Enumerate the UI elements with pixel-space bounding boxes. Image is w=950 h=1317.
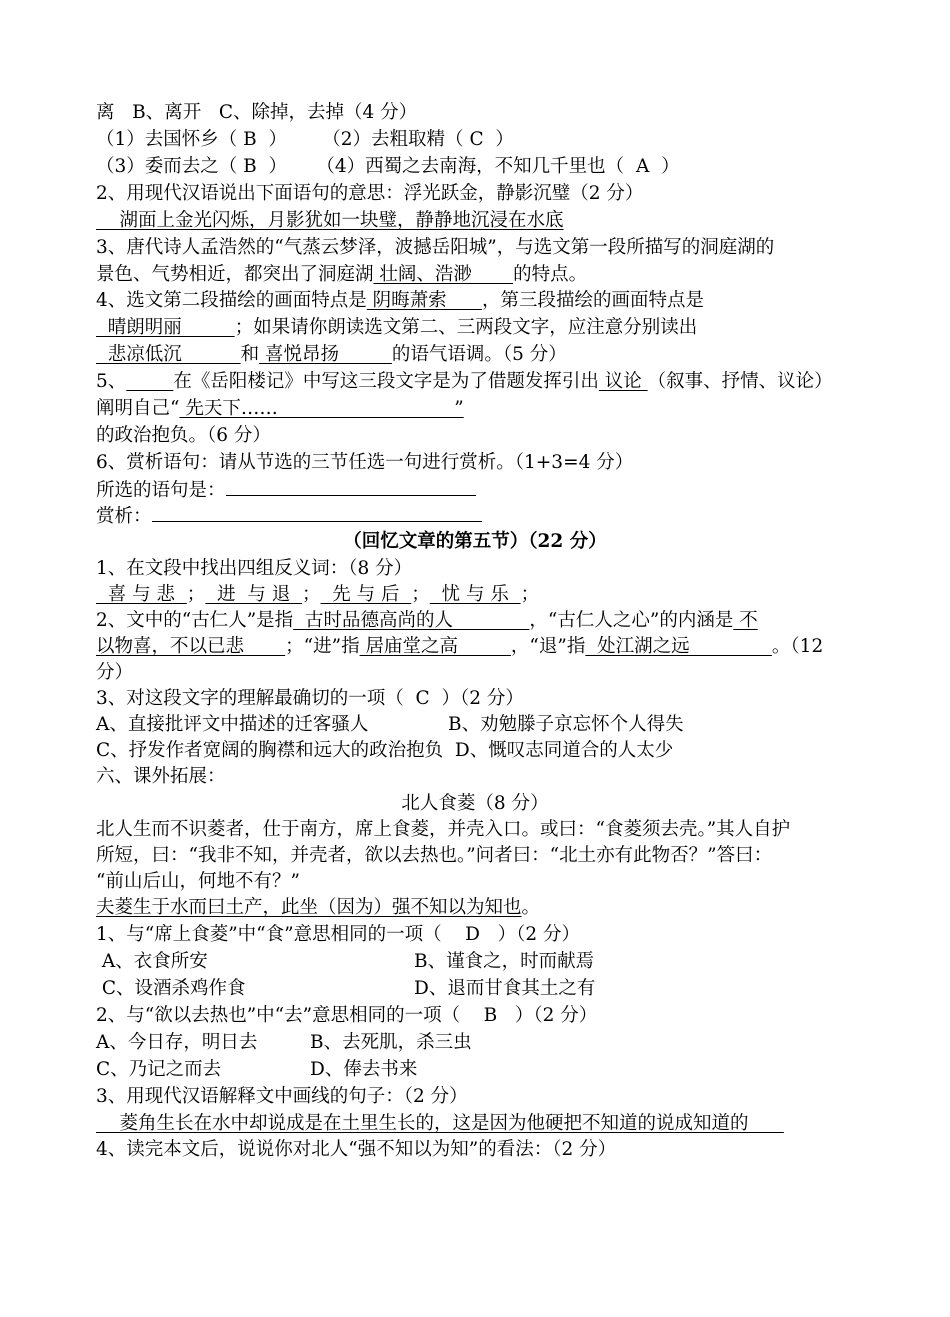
answer-line xyxy=(152,503,482,522)
text: 的语气语调。（5 分） xyxy=(391,344,567,365)
text: 。（12 xyxy=(771,636,824,657)
text: 2、文中的“古仁人”是指 xyxy=(96,610,294,631)
text-line: （3）委而去之（ B ） （4）西蜀之去南海，不知几千里也（ A ） xyxy=(96,156,680,177)
section-heading: （回忆文章的第五节）（22 分） xyxy=(343,531,607,552)
option-c: C、乃记之而去 xyxy=(96,1059,222,1080)
text-line xyxy=(96,634,823,660)
text-line: 分） xyxy=(96,662,134,683)
passage-line: “前山后山，何地不有？” xyxy=(96,871,300,892)
text: ，“退”指 xyxy=(510,636,586,657)
text: 。 xyxy=(521,897,541,918)
text: 所选的语句是： xyxy=(96,480,226,501)
text: ； xyxy=(301,584,321,605)
answer-blank: 不 xyxy=(733,610,758,631)
option-b: B、去死肌，杀三虫 xyxy=(310,1032,472,1053)
option-c: C、设酒杀鸡作食 xyxy=(96,978,246,999)
text: 景色、气势相近，都突出了洞庭湖 xyxy=(96,264,374,285)
text: ；“进”指 xyxy=(285,636,360,657)
option-line xyxy=(96,1057,418,1083)
answer-blank: 古时品德高尚的人 xyxy=(293,610,530,631)
question-2 xyxy=(96,608,758,634)
passage-line xyxy=(96,895,540,921)
antonym-answers xyxy=(96,582,539,608)
answer-blank: 以物喜，不以已悲 xyxy=(96,636,286,657)
answer-blank: 居庙堂之高 xyxy=(359,636,511,657)
text-line xyxy=(96,315,697,341)
answer-blank: 忧 与 乐 xyxy=(429,584,521,605)
question-4: 4、读完本文后，说说你对北人“强不知以为知”的看法：（2 分） xyxy=(96,1139,617,1160)
passage-line: 所短，曰：“我非不知，并壳者，欲以去热也。”问者曰：“北土亦有此物否？”答曰： xyxy=(96,845,773,866)
answer-blank: 进 与 退 xyxy=(205,584,302,605)
option-line xyxy=(96,1030,472,1056)
text: ； xyxy=(411,584,430,605)
text-line xyxy=(96,477,476,503)
option-b: B、劝勉滕子京忘怀个人得失 xyxy=(448,714,684,735)
option-a: A、衣食所安 xyxy=(96,951,208,972)
underlined-sentence: 夫菱生于水而曰土产，此坐（因为）强不知以为知也 xyxy=(96,897,522,918)
answer-blank: 先天下…… ” xyxy=(179,398,464,419)
passage-title: 北人食菱（8 分） xyxy=(401,793,549,814)
answer-line xyxy=(226,477,476,496)
text: 和 xyxy=(240,344,260,365)
question-1: 1、在文段中找出四组反义词：（8 分） xyxy=(96,558,413,579)
option-line xyxy=(96,976,596,1002)
option-d: D、俸去书来 xyxy=(310,1059,418,1080)
text: 赏析： xyxy=(96,506,152,527)
answer-blank: 先 与 后 xyxy=(320,584,412,605)
text: ，第三段描绘的画面特点是 xyxy=(481,290,704,311)
question-3: 3、对这段文字的理解最确切的一项（ C ）（2 分） xyxy=(96,688,524,709)
answer-blank: 处江湖之远 xyxy=(585,636,772,657)
option-line: C、抒发作者宽阔的胸襟和远大的政治抱负 D、慨叹志同道合的人太少 xyxy=(96,740,674,761)
question-5 xyxy=(96,369,833,395)
answer-2: 湖面上金光闪烁，月影犹如一块璧，静静地沉浸在水底 xyxy=(96,210,564,231)
question-6: 6、赏析语句：请从节选的三节任选一句进行赏析。（1+3=4 分） xyxy=(96,452,634,473)
question-4 xyxy=(96,288,704,314)
text: ； xyxy=(520,584,540,605)
option-line xyxy=(96,949,595,975)
option-line xyxy=(96,712,684,738)
text: 5、 xyxy=(96,371,127,392)
text-line xyxy=(96,342,567,368)
question-3: 3、用现代汉语解释文中画线的句子：（2 分） xyxy=(96,1086,468,1107)
question-3: 3、唐代诗人孟浩然的“气蒸云梦泽，波撼岳阳城”，与选文第一段所描写的洞庭湖的 xyxy=(96,237,775,258)
text-line xyxy=(96,396,464,422)
text: ，“古仁人之心”的内涵是 xyxy=(529,610,734,631)
option-d: D、退而甘食其土之有 xyxy=(414,978,596,999)
section-heading: 六、课外拓展： xyxy=(96,766,226,787)
text: ； xyxy=(186,584,206,605)
option-b: B、谨食之，时而献焉 xyxy=(414,951,595,972)
option-a: A、今日存，明日去 xyxy=(96,1032,258,1053)
text: ；如果请你朗读选文第二、三两段文字，应注意分别读出 xyxy=(234,317,698,338)
answer-blank: 晴朗明丽 xyxy=(96,317,235,338)
text: 在《岳阳楼记》中写这三段文字是为了借题发挥引出 xyxy=(173,371,599,392)
text-line xyxy=(96,503,482,529)
text: 阐明自己“ xyxy=(96,398,180,419)
question-2: 2、与“欲以去热也”中“去”意思相同的一项（ B ）（2 分） xyxy=(96,1005,598,1026)
answer-blank: 喜 与 悲 xyxy=(96,584,187,605)
text-line: （1）去国怀乡（ B ） （2）去粗取精（ C ） xyxy=(96,129,514,150)
answer-blank: 议论 xyxy=(598,371,648,392)
text: 4、选文第二段描绘的画面特点是 xyxy=(96,290,367,311)
text-line: 离 B、离开 C、除掉，去掉（4 分） xyxy=(96,102,418,123)
answer-blank: 壮阔、浩渺 xyxy=(373,264,514,285)
passage-line: 北人生而不识菱者，仕于南方，席上食菱，并壳入口。或曰：“食菱须去壳。”其人自护 xyxy=(96,819,791,840)
answer-blank: 阴晦萧索 xyxy=(366,290,482,311)
question-2: 2、用现代汉语说出下面语句的意思：浮光跃金，静影沉璧（2 分） xyxy=(96,183,644,204)
answer-3: 菱角生长在水中却说成是在土里生长的，这是因为他硬把不知道的说成知道的 xyxy=(96,1113,784,1134)
text: 的特点。 xyxy=(513,264,588,285)
text: （叙事、抒情、议论） xyxy=(647,371,833,392)
option-a: A、直接批评文中描述的迁客骚人 xyxy=(96,714,369,735)
answer-blank: 喜悦昂扬 xyxy=(259,344,392,365)
text-line: 的政治抱负。（6 分） xyxy=(96,425,271,446)
question-1: 1、与“席上食菱”中“食”意思相同的一项（ D ）（2 分） xyxy=(96,924,581,945)
answer-blank: 悲凉低沉 xyxy=(96,344,241,365)
answer-blank xyxy=(126,371,173,392)
text-line xyxy=(96,262,587,288)
